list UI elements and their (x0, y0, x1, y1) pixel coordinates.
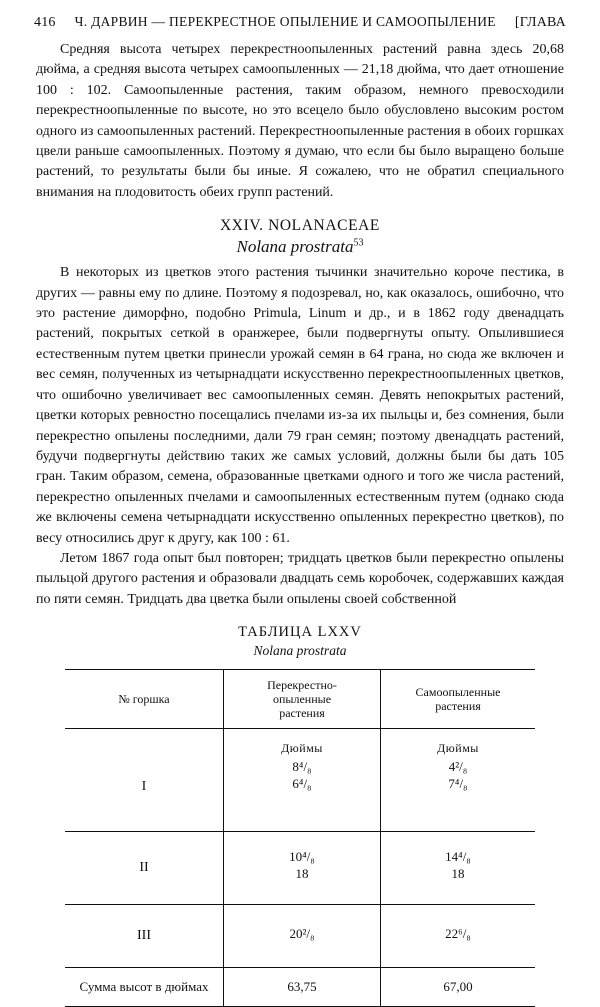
paragraph-intro: Средняя высота четырех перекрестноопыленных растений равна здесь 20,68 дюйма, а средняя высота четырех самоопыленных — 21,18 дюйма, что дает отношение 100 : 102. Самоопыленные растения, таким образом, немного превосходили перекрестноопыленные по высоте, но это всецело было обусловлено высоким ростом одного из самоопыленных растений. Перекрестноопыленные растения в обоих горшках цвели раньше самоопыленных. Поэтому я думаю, что если бы было выращено больше растений, то результаты были бы иные. Я сожалею, что не обратил специального внимания на плодовитость обеих групп растений. (36, 42, 564, 200)
running-header (34, 14, 566, 31)
pot-cell: I (141, 779, 147, 795)
value: 14⁴/₈ (445, 849, 471, 865)
self-cell (381, 832, 536, 905)
species-heading (36, 237, 564, 257)
header-crossed (224, 670, 381, 729)
page-body (36, 40, 564, 1007)
value: 20²/₈ (289, 926, 315, 942)
value: 18 (451, 866, 465, 882)
table-header-row (65, 670, 535, 729)
paragraph-1867: Летом 1867 года опыт был повторен; тридцать цветков были перекрестно опылены пыльцой другого растения и образовали двадцать семь коробочек, содержавших каждая по пяти семян. Тридцать два цветка были опылены своей собственной (36, 550, 564, 607)
sum-crossed: 63,75 (224, 968, 381, 1007)
value: 7⁴/₈ (448, 776, 468, 792)
running-title: Ч. ДАРВИН — ПЕРЕКРЕСТНОЕ ОПЫЛЕНИЕ И САМООПЫЛЕНИЕ (74, 14, 496, 29)
header-pot: № горшка (65, 670, 224, 729)
units-label-self: Дюймы (437, 741, 479, 756)
table-sum-row (65, 968, 535, 1007)
table-row (65, 832, 535, 905)
value: 6⁴/₈ (292, 776, 312, 792)
header-self (381, 670, 536, 729)
units-label-crossed: Дюймы (281, 741, 323, 756)
value: 8⁴/₈ (292, 759, 312, 775)
chapter-label: [ГЛАВА (514, 15, 566, 30)
table-row (65, 905, 535, 968)
crossed-cell (224, 832, 381, 905)
value: 10⁴/₈ (289, 849, 315, 865)
header-self-text: Самоопыленные растения (415, 685, 501, 714)
page-number: 416 (34, 15, 56, 30)
header-crossed-text: Перекрестно-опыленные растения (267, 678, 337, 721)
self-cell (381, 905, 536, 968)
sum-self: 67,00 (381, 968, 536, 1007)
value: 22⁶/₈ (445, 926, 471, 942)
sum-label: Сумма высот в дюймах (65, 968, 224, 1007)
pot-cell: II (65, 832, 224, 905)
crossed-cell (224, 729, 381, 832)
self-cell (381, 729, 536, 832)
value: 18 (295, 866, 309, 882)
table-row (65, 729, 535, 832)
species-name: Nolana prostrata (236, 237, 354, 257)
pot-cell: III (65, 905, 224, 968)
paragraph-observation: В некоторых из цветков этого растения тычинки значительно короче пестика, в других — равны ему по длине. Поэтому я подозревал, но, как оказалось, ошибочно, что это растение диморфно, подобно Primula, Linum и др., и в 1862 году двенадцать растений, покрытых сеткой в оранжерее, были подвергнуты опыту. Опылившиеся естественным путем цветки принесли урожай семян в 64 грана, но сюда же включен и вес семян, полученных из четырнадцати искусственно перекрестноопыленных цветков, что ошибочно увеличивает вес самоопыленных семян. Девять непокрытых растений, цветки которых ревностно посещались пчелами из-за их пыльцы и, без сомнения, были перекрестно опылены последними, дали 79 гран семян; поэтому двенадцать растений, будучи подвергнуты действию таких же самых условий, должны были бы дать 105 гран. Таким образом, семена, образованные цветками одного и того же числа растений, перекрестно опыленных пчелами и самоопыленных естественным путем (однако сюда же включены семена четырнадцати искусственно опыленных перекрестно цветков), по весу относились друг к другу, как 100 : 61. (36, 265, 564, 546)
table-subtitle: Nolana prostrata (253, 643, 347, 659)
data-table (65, 669, 535, 1007)
crossed-cell (224, 905, 381, 968)
footnote-ref: 53 (353, 237, 364, 249)
section-heading: XXIV. NOLANACEAE (220, 217, 380, 235)
value: 4²/₈ (448, 759, 468, 775)
table-title: ТАБЛИЦА LXXV (238, 624, 362, 641)
